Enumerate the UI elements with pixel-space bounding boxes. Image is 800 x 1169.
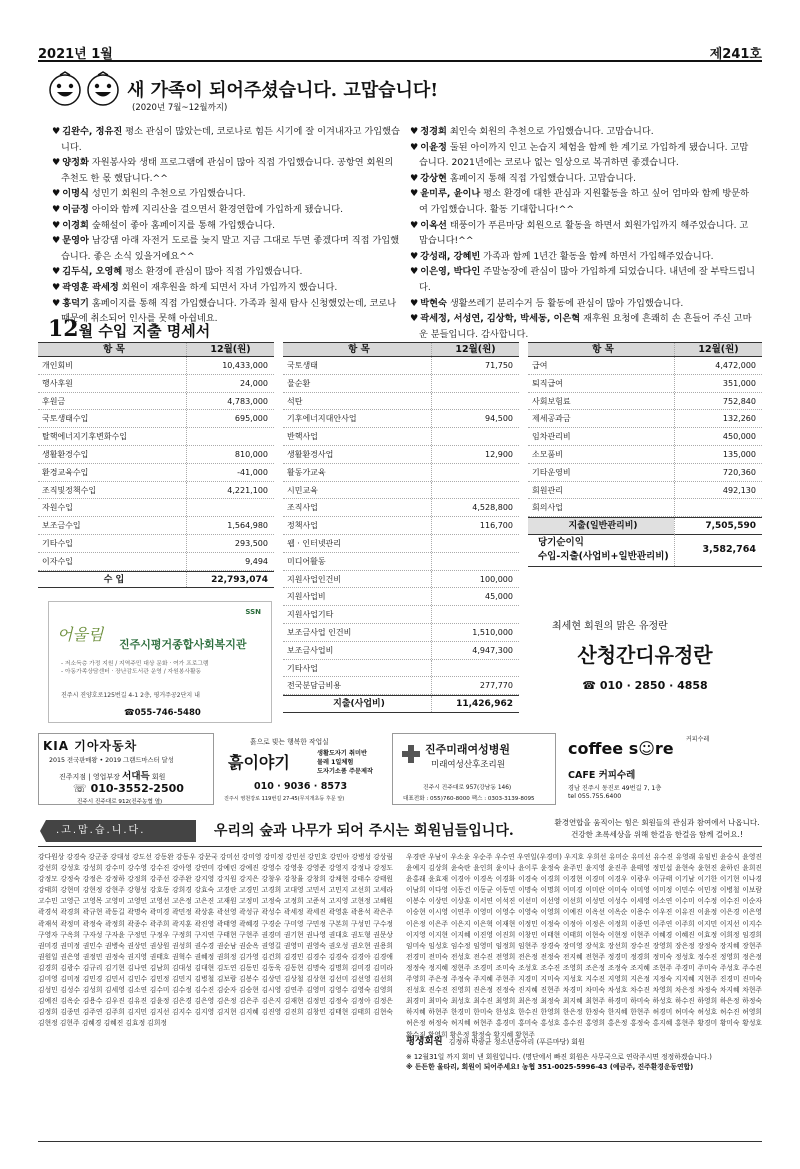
table-row: 회의사업 (528, 499, 762, 517)
hospital-name: 진주미래여성병원 (425, 743, 511, 756)
hospital-sub: 미래여성산후조리원 (431, 760, 505, 770)
new-members-subtitle: (2020년 7월~12월까지) (132, 103, 228, 113)
kia-dealer: 진주지점 | 영업부장 서대득 회원 (59, 771, 166, 782)
table-row: 탈핵에너지기후변화수입 (38, 428, 274, 446)
egg-farm-tagline: 최세현 회원의 맑은 유정란 (552, 621, 668, 632)
center-name: 진주시평거종합사회복지관 (119, 638, 247, 651)
egg-farm-name: 산청간디유정란 (577, 643, 713, 667)
table-row: 지원사업기타 (283, 606, 519, 624)
table-row: 급여 4,472,000 (528, 357, 762, 375)
welfare-center-ad (48, 601, 272, 723)
table-row: 조직및정책수입 4,221,100 (38, 482, 274, 500)
table-row: 기타수입 293,500 (38, 535, 274, 553)
pottery-tagline: 흙으로 빚는 행복한 작업실 (250, 738, 329, 746)
table-row: 보조금사업 인건비 1,510,000 (283, 624, 519, 642)
table-row: 보조금사업비 4,947,300 (283, 642, 519, 660)
member-message: ♥ 정경희 최인숙 회원의 추천으로 가입했습니다. 고맙습니다. (410, 126, 654, 137)
project-expense-table (283, 342, 519, 713)
thanks-notice: 환경연합을 움직이는 힘은 회원들의 관심과 참여에서 나옵니다. 건강한 초록세상을 위해 한걸음 한걸음 함께 걸어요.! (554, 818, 760, 839)
center-address: 진주시 진양호로125번길 4-1 2층, 평거주공2단지 내 (61, 692, 200, 699)
member-message: ♥ 이은영, 박다인 주말농장에 관심이 많아 가입하게 되었습니다. 내년에 잘 부탁드립니다. (410, 266, 755, 293)
heart-icon: ♥ (52, 297, 61, 309)
table-row: 전국분담금비용 277,770 (283, 677, 519, 695)
heart-icon: ♥ (52, 157, 61, 169)
member-message: ♥ 이금정 아이와 함께 지리산을 걸으면서 환경연합에 가입하게 됐습니다. (52, 203, 344, 215)
income-table (38, 342, 274, 588)
kia-phone: ☏ 010-3552-2500 (73, 782, 184, 795)
cafe-phone: tel 055.755.6400 (568, 793, 622, 800)
general-total-row: 지출(일반관리비) 7,505,590 (528, 517, 762, 535)
heart-icon: ♥ (52, 281, 61, 293)
center-phone: ☎055-746-5480 (124, 708, 201, 718)
footer-note: ※ 12월31일 까지 회비 낸 회원입니다. (명단에서 빠진 회원은 사무국으로 연락주시면 정정하겠습니다.) (406, 1053, 712, 1061)
project-total-row: 지출(사업비) 11,426,962 (283, 695, 519, 713)
member-message: ♥ 이윤정 둘된 아이까지 인고 논습지 체험을 함께 한 계기로 가입하게 됐습니다. 고맙습니다. 2021년에는 코로나 없는 일상으로 복귀하면 좋겠습니다. (410, 141, 749, 169)
mascot-icon (48, 72, 82, 106)
member-message: ♥ 곽세정, 서성연, 김상학, 박세동, 이은혁 재후원 요청에 흔쾌히 손 흔들어 주신 고마운 분들입니다. 감사합니다. (410, 313, 752, 340)
table-row: 이자수입 9,494 (38, 553, 274, 571)
table-row: 국토생태 71,750 (283, 357, 519, 375)
table-row: 기타사업 (283, 660, 519, 678)
table-row: 반핵사업 (283, 428, 519, 446)
heart-icon: ♥ (410, 266, 419, 278)
member-message: ♥ 윤미루, 윤이나 평소 환경에 대한 관심과 지원활동을 하고 싶어 엄마와 함께 방문하여 가입했습니다. 활동 기대합니다!^^ (410, 188, 750, 215)
member-names-right: 우경란 우남이 우소윤 우순주 우수연 우연일(우경미) 우지호 우희선 유미순 유미선 유수진 유영래 유임빈 윤승식 윤영진 윤예지 김상희 윤숙란 윤인희 윤이나 윤이루 윤정숙 윤주민 윤지영 윤진주 윤태영 정민섭 윤현숙 윤현진 윤하린 윤희진 윤홍래 윤효재 이경아 이경옥 이경화 이경숙 이경희 이경현 이경미 이경우 이광우 이규태 이기남 이기한 이기현 이나경 이남희 이다영 이동건 이동균 이동민 이명숙 이명희 이미경 이미란 이미숙 이미영 이미정 이민수 이민정 이병철 이보람 이봉수 이상민 이상훈 이서연 이석진 이선미 이선영 이선희 이성민 이성수 이세영 이소연 이수미 이수정 이수진 이순자 이승현 이시영 이연주 이영미 이영수 이영숙 이영희 이예진 이옥선 이옥순 이용수 이우진 이유진 이윤정 이은경 이은영 이은정 이은주 이은지 이은혁 이재현 이정민 이정숙 이정아 이정은 이정희 이종민 이주연 이주희 이지민 이지선 이지수 이지영 이지현 이지혜 이진영 이진희 이창민 이태현 이태희 이현숙 이현정 이현주 이혜경 이혜진 이효정 이희정 임경희 임미숙 임성호 임수정 임영미 임정희 임현주 장경숙 장미영 장석호 장선희 장수진 장영희 장은정 장정숙 장지혜 장현주 전경미 전미숙 전성호 전수진 전영희 전은정 전정숙 전지혜 전현주 정경미 정경희 정미숙 정성호 정수진 정영희 정은정 정정숙 정지혜 정현주 조경미 조미숙 조성호 조수진 조영희 조은정 조정숙 조지혜 조현주 주경미 주미숙 주성호 주수진 주영희 주은정 주정숙 주지혜 주현주 지경미 지미숙 지성호 지수진 지영희 지은정 지정숙 지지혜 지현주 진경미 진미숙 진성호 진수진 진영희 진은정 진정숙 진지혜 진현주 차경미 차미숙 차성호 차수진 차영희 차은정 차정숙 차지혜 차현주 최경미 최미숙 최성호 최수진 최영희 최은정 최정숙 최지혜 최현주 하경미 하미숙 하성호 하수진 하영희 하은정 하정숙 하지혜 하현주 한경미 한미숙 한성호 한수진 한영희 한은정 한정숙 한지혜 한현주 허경미 허미숙 허성호 허수진 허영희 허은정 허정숙 허지혜 허현주 홍경미 홍미숙 홍성호 홍수진 홍영희 홍은정 홍정숙 홍지혜 홍현주 황경미 황미숙 황성호 황수진 황영희 황은정 황정숙 황지혜 황현주 (406, 853, 762, 1039)
heart-icon: ♥ (410, 219, 419, 231)
page-header (38, 0, 762, 62)
hospital-ad (392, 733, 556, 805)
table-row: 개인회비 10,433,000 (38, 357, 274, 375)
heart-icon: ♥ (410, 172, 419, 184)
table-row: 생활환경수입 810,000 (38, 446, 274, 464)
table-row: 자원수입 (38, 499, 274, 517)
issue-number: 제241호 (709, 47, 762, 62)
heart-icon: ♥ (52, 219, 61, 231)
balance-value: 3,582,764 (674, 534, 762, 566)
bottom-rule (38, 1141, 762, 1142)
heart-icon: ♥ (410, 297, 419, 309)
phone-icon: ☏ (73, 782, 91, 795)
heart-icon: ♥ (52, 235, 61, 247)
header-rule (38, 60, 762, 62)
member-message: ♥ 이경희 숲해설이 좋아 홈페이지를 통해 가입했습니다. (52, 219, 276, 231)
thanks-badge: .고.맙.습.니.다. (46, 820, 196, 842)
pottery-logo: 흙이야기 (228, 753, 290, 772)
table-row: 석탄 (283, 393, 519, 411)
kia-ad (38, 733, 214, 805)
cafe-ad (562, 733, 762, 805)
member-message: ♥ 김완수, 정유진 평소 관심이 많았는데, 코로나로 힘든 시기에 잘 이겨내자고 가입했습니다. (52, 126, 400, 153)
egg-farm-ad (528, 601, 762, 709)
heart-icon: ♥ (410, 188, 419, 200)
heart-icon: ♥ (52, 188, 61, 200)
hospital-cross-icon (401, 744, 421, 764)
member-message: ♥ 곽영훈 곽세정 회원이 재후원을 하게 되면서 자녀 가입까지 했습니다. (52, 281, 338, 293)
table-row: 소모품비 135,000 (528, 446, 762, 464)
mascot-icon (86, 72, 120, 106)
heart-icon: ♥ (410, 313, 419, 325)
member-names-left: 강다원상 강경숙 강군종 강대성 강도선 강동완 강동우 강문국 강미선 강미영 강미정 강민선 강민호 강민아 강병성 강상림 강선희 강성호 강성희 강수미 강수영 강수진 강아영 강연미 강예린 강예진 강영수 강영웅 강영준 강영지 강정나 강정도 강정모 강정숙 강정은 강정하 강정희 강주선 강주완 강지영 강지원 강지은 강창우 강창율 강창희 강채현 강태수 강태원 강태희 강현미 강현정 강현주 강형성 강호동 강희경 강효숙 고경란 고경민 고경희 고대영 고민서 고민지 고선희 고세라 고수민 고영근 고영목 고영미 고영민 고영선 고은정 고은진 고재원 고정미 고정숙 고정희 고준석 고지영 고현정 고혜원 곽경석 곽경희 곽규현 곽동길 곽명숙 곽미경 곽민정 곽상훈 곽선영 곽성규 곽성수 곽세정 곽세진 곽영훈 곽용석 곽은주 곽재석 곽정미 곽정숙 곽정희 곽종수 곽주희 곽지훈 곽진영 곽태영 곽혜경 구경순 구미영 구민정 구본희 구성민 구수정 구영자 구옥희 구자성 구자윤 구정민 구정우 구정희 구지연 구태현 구현주 권경미 권기현 권나영 권대호 권도형 권문상 권미경 권미정 권민수 권병숙 권상민 권상원 권성희 권수경 권순남 권순옥 권영길 권영미 권영숙 권오성 권오현 권용희 권원일 권은영 권정민 권정숙 권지영 권태호 권혁수 권혜정 권희정 김가영 김건희 김경민 김경수 김경숙 김경아 김경애 김경희 김광수 김규리 김기현 김나연 김남희 김대성 김대현 김도연 김동민 김동욱 김동현 김명숙 김명희 김미경 김미라 김미영 김미정 김민경 김민서 김민수 김민정 김민지 김병철 김보람 김봉수 김상민 김상철 김상현 김선미 김선영 김선희 김성민 김성수 김성희 김세영 김소연 김수미 김수정 김수진 김순자 김승현 김시영 김연주 김영미 김영수 김영숙 김영희 김예진 김옥순 김용수 김우진 김유진 김윤정 김은경 김은영 김은정 김은주 김은지 김재현 김정민 김정숙 김정아 김정은 김정희 김종민 김주연 김주희 김지민 김지선 김지수 김지영 김지현 김지혜 김진영 김진희 김창민 김태현 김태희 김현숙 김현정 김현주 김혜경 김혜진 김효정 김희정 (38, 853, 393, 1028)
section-rule (38, 846, 762, 847)
table-row: 보조금수입 1,564,980 (38, 517, 274, 535)
pottery-ad (222, 733, 386, 805)
new-members-title: 새 가족이 되어주셨습니다. 고맙습니다! (127, 80, 439, 101)
hospital-phone: 대표전화 : 055)760-8000 팩스 : 0303-3139-8095 (403, 796, 535, 802)
general-expense-table (528, 342, 762, 567)
egg-farm-phone: ☎ 010 · 2850 · 4858 (582, 679, 708, 692)
heart-icon: ♥ (52, 203, 61, 215)
hospital-address: 진주시 진주대로 957(강남동 146) (423, 785, 512, 791)
issue-date: 2021년 1월 (38, 47, 113, 62)
table-header: 항 목 12월(원) (283, 342, 519, 357)
member-message: ♥ 문영아 남강댐 아래 자전거 도로를 늦지 말고 지금 그대로 두면 좋겠다며 직접 가입했습니다. 좋은 소식 있을거에요^^ (52, 235, 400, 262)
heart-icon: ♥ (52, 266, 61, 278)
table-row: 회원관리 492,130 (528, 482, 762, 500)
income-total-row: 수 입 22,793,074 (38, 571, 274, 589)
table-row: 행사후원 24,000 (38, 375, 274, 393)
member-message: ♥ 박현숙 생활쓰레기 분리수거 등 활동에 관심이 많아 가입했습니다. (410, 297, 684, 309)
cafe-logo: coffee s☺re (568, 739, 674, 758)
table-row: 제세공과금 132,260 (528, 410, 762, 428)
kia-award: 2015 전국판매왕 • 2019 그랜드마스터 달성 (49, 757, 174, 764)
cafe-address: 경남 진주시 동진로 49번길 7, 1층 (568, 785, 662, 792)
table-row: 환경교육수입 -41,000 (38, 464, 274, 482)
footer-note: ※ 든든한 울타리, 회원이 되어주세요! 농협 351-0025-5996-43 (예금주, 진주환경운동연합) (406, 1063, 694, 1071)
balance-row (528, 535, 762, 567)
table-row: 조직사업 4,528,800 (283, 499, 519, 517)
heart-icon: ♥ (410, 126, 419, 137)
member-message: ♥ 이옥선 태풍이가 푸른마당 회원으로 활동을 하면서 회원가입까지 해주었습니다. 고맙습니다!^^ (410, 219, 749, 247)
table-row: 물순환 (283, 375, 519, 393)
table-row: 웹 · 인터넷관리 (283, 535, 519, 553)
heart-icon: ♥ (410, 141, 419, 153)
table-row: 퇴직급여 351,000 (528, 375, 762, 393)
heart-icon: ♥ (410, 250, 419, 262)
table-row: 임차관리비 450,000 (528, 428, 762, 446)
table-row: 생활환경사업 12,900 (283, 446, 519, 464)
table-header: 항 목 12월(원) (528, 342, 762, 357)
member-message: ♥ 김두식, 오영혜 평소 환경에 관심이 많아 직접 가입했습니다. (52, 266, 303, 278)
cafe-logo-korean: 커피수레 (686, 736, 710, 743)
finance-title: 12월 수입 지출 명세서 (48, 316, 211, 342)
thanks-title: 우리의 숲과 나무가 되어 주시는 회원님들입니다. (214, 823, 514, 839)
table-row: 기타운영비 720,360 (528, 464, 762, 482)
member-message: ♥ 강상현 홈페이지 통해 직접 가입했습니다. 고맙습니다. (410, 172, 636, 184)
cafe-name: CAFE 커피수레 (568, 770, 636, 781)
center-description: - 저소득층 가정 지원 / 지역주민 대상 문화 · 여가 프로그램 - 아동가족상담센터 · 장난감도서관 운영 / 자원봉사활동 (61, 661, 209, 675)
center-ssn-logo: SSN (245, 608, 261, 616)
pottery-services: 생활도자기 취미반 물레 1일체험 도자기소품 주문제작 (317, 750, 373, 775)
table-row: 사회보험료 752,840 (528, 393, 762, 411)
table-row: 지원사업비 45,000 (283, 588, 519, 606)
pottery-address: 진주시 영천강로 119번길 27-45(무지개초등 후문 앞) (224, 796, 345, 802)
kia-address: 진주시 진주대로 912(진주농협 옆) (77, 799, 163, 805)
table-row: 후원금 4,783,000 (38, 393, 274, 411)
new-members-right (410, 124, 755, 342)
lifetime-members: 평생회원 김정하 박광균 청소년동아리 (푸른마당) 회원 (406, 1036, 585, 1047)
member-message: ♥ 이명식 성민기 회원의 추천으로 가입했습니다. (52, 188, 246, 200)
new-members-left (52, 124, 404, 327)
table-row: 정책사업 116,700 (283, 517, 519, 535)
table-row: 활동가교육 (283, 464, 519, 482)
heart-icon: ♥ (52, 126, 61, 137)
table-row: 기후에너지대안사업 94,500 (283, 410, 519, 428)
table-row: 지원사업인건비 100,000 (283, 571, 519, 589)
center-logo: 어울림 (57, 625, 104, 644)
table-header: 항 목 12월(원) (38, 342, 274, 357)
table-row: 시민교육 (283, 482, 519, 500)
pottery-phone: 010 · 9036 · 8573 (254, 781, 348, 792)
table-row: 미디어활동 (283, 553, 519, 571)
member-message: ♥ 홍덕기 홈페이지를 통해 직접 가입했습니다. 가족과 칠새 탐사 신청했었는데, 코로나 때문에 취소되어 인사를 못해 아쉽네요. (52, 297, 397, 325)
balance-label: 당기순이익 수입-지출(사업비+일반관리비) (538, 537, 669, 563)
member-message: ♥ 양정화 자원봉사와 생태 프로그램에 관심이 많아 직접 가입했습니다. 공항연 회원의 추천도 한 몫 했답니다.^^ (52, 157, 394, 184)
kia-logo: KIA 기아자동차 (43, 739, 138, 753)
member-message: ♥ 강성래, 강혜빈 가족과 함께 1년간 활동을 함께 하면서 가입해주었습니다. (410, 250, 714, 262)
footer-notes (406, 1052, 762, 1072)
thanks-section-header (38, 812, 762, 844)
table-row: 국토생태수입 695,000 (38, 410, 274, 428)
